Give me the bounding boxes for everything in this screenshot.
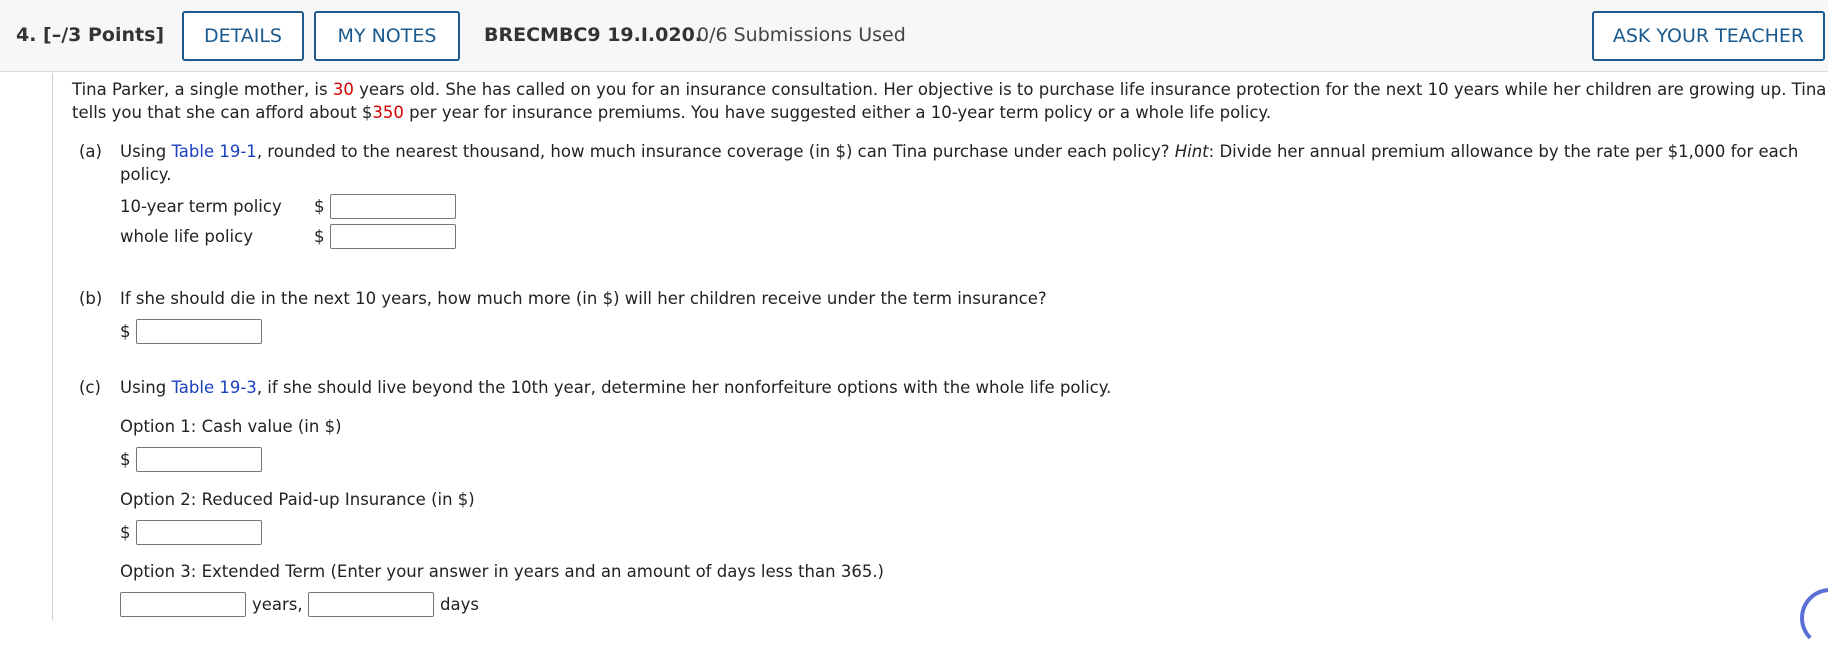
part-a-question-line-1 [120,142,1798,161]
extended-term-days-input[interactable] [308,592,434,617]
whole-life-policy-input[interactable] [330,224,456,249]
problem-code: BRECMBC9 19.I.020. [484,24,703,46]
whole-life-policy-label: whole life policy [120,227,253,246]
scroll-indicator-icon [1800,588,1828,648]
content-left-border [52,73,53,620]
years-label: years, [252,595,303,614]
hint-label: Hint [1174,142,1209,161]
intro-text: Tina Parker, a single mother, is [72,80,333,99]
question-points-label: 4. [–/3 Points] [16,24,165,46]
part-b-label: (b) [79,289,103,308]
table-19-1-link[interactable]: Table 19-1 [171,142,257,161]
details-button[interactable]: DETAILS [182,11,304,61]
currency-symbol: $ [120,322,131,341]
days-label: days [440,595,479,614]
premium-value: 350 [372,103,404,122]
option-2-label: Option 2: Reduced Paid-up Insurance (in $) [120,490,475,509]
currency-symbol: $ [314,197,325,216]
my-notes-button[interactable]: MY NOTES [314,11,460,61]
question-text: : Divide her annual premium allowance by the rate per $1,000 for each [1208,142,1799,161]
intro-text: years old. She has called on you for an insurance consultation. Her objective is to purchase life insurance protection for the next 10 years while her children are growing up. Tina [353,80,1827,99]
intro-line-2 [72,103,1271,122]
term-policy-label: 10-year term policy [120,197,282,216]
question-header [0,0,1828,72]
reduced-paid-up-input[interactable] [136,520,262,545]
part-a-label: (a) [79,142,102,161]
ask-your-teacher-button[interactable]: ASK YOUR TEACHER [1592,11,1825,61]
part-c-label: (c) [79,378,101,397]
question-text: Using [120,378,172,397]
part-b-question: If she should die in the next 10 years, how much more (in $) will her children receive under the term insurance? [120,289,1047,308]
intro-text: tells you that she can afford about $ [72,103,373,122]
term-policy-input[interactable] [330,194,456,219]
option-1-label: Option 1: Cash value (in $) [120,417,342,436]
age-value: 30 [332,80,354,99]
intro-text: per year for insurance premiums. You have suggested either a 10-year term policy or a whole life policy. [403,103,1272,122]
part-a-question-line-2: policy. [120,165,172,184]
extended-term-years-input[interactable] [120,592,246,617]
cash-value-input[interactable] [136,447,262,472]
currency-symbol: $ [120,450,131,469]
intro-line-1 [72,80,1826,99]
option-3-label: Option 3: Extended Term (Enter your answer in years and an amount of days less than 365.) [120,562,884,581]
question-text: , rounded to the nearest thousand, how much insurance coverage (in $) can Tina purchase under each policy? [256,142,1175,161]
question-text: , if she should live beyond the 10th year, determine her nonforfeiture options with the whole life policy. [256,378,1112,397]
table-19-3-link[interactable]: Table 19-3 [171,378,257,397]
currency-symbol: $ [120,523,131,542]
term-difference-input[interactable] [136,319,262,344]
submissions-count: 0/6 Submissions Used [697,24,906,46]
question-text: Using [120,142,172,161]
part-c-question [120,378,1111,397]
currency-symbol: $ [314,227,325,246]
